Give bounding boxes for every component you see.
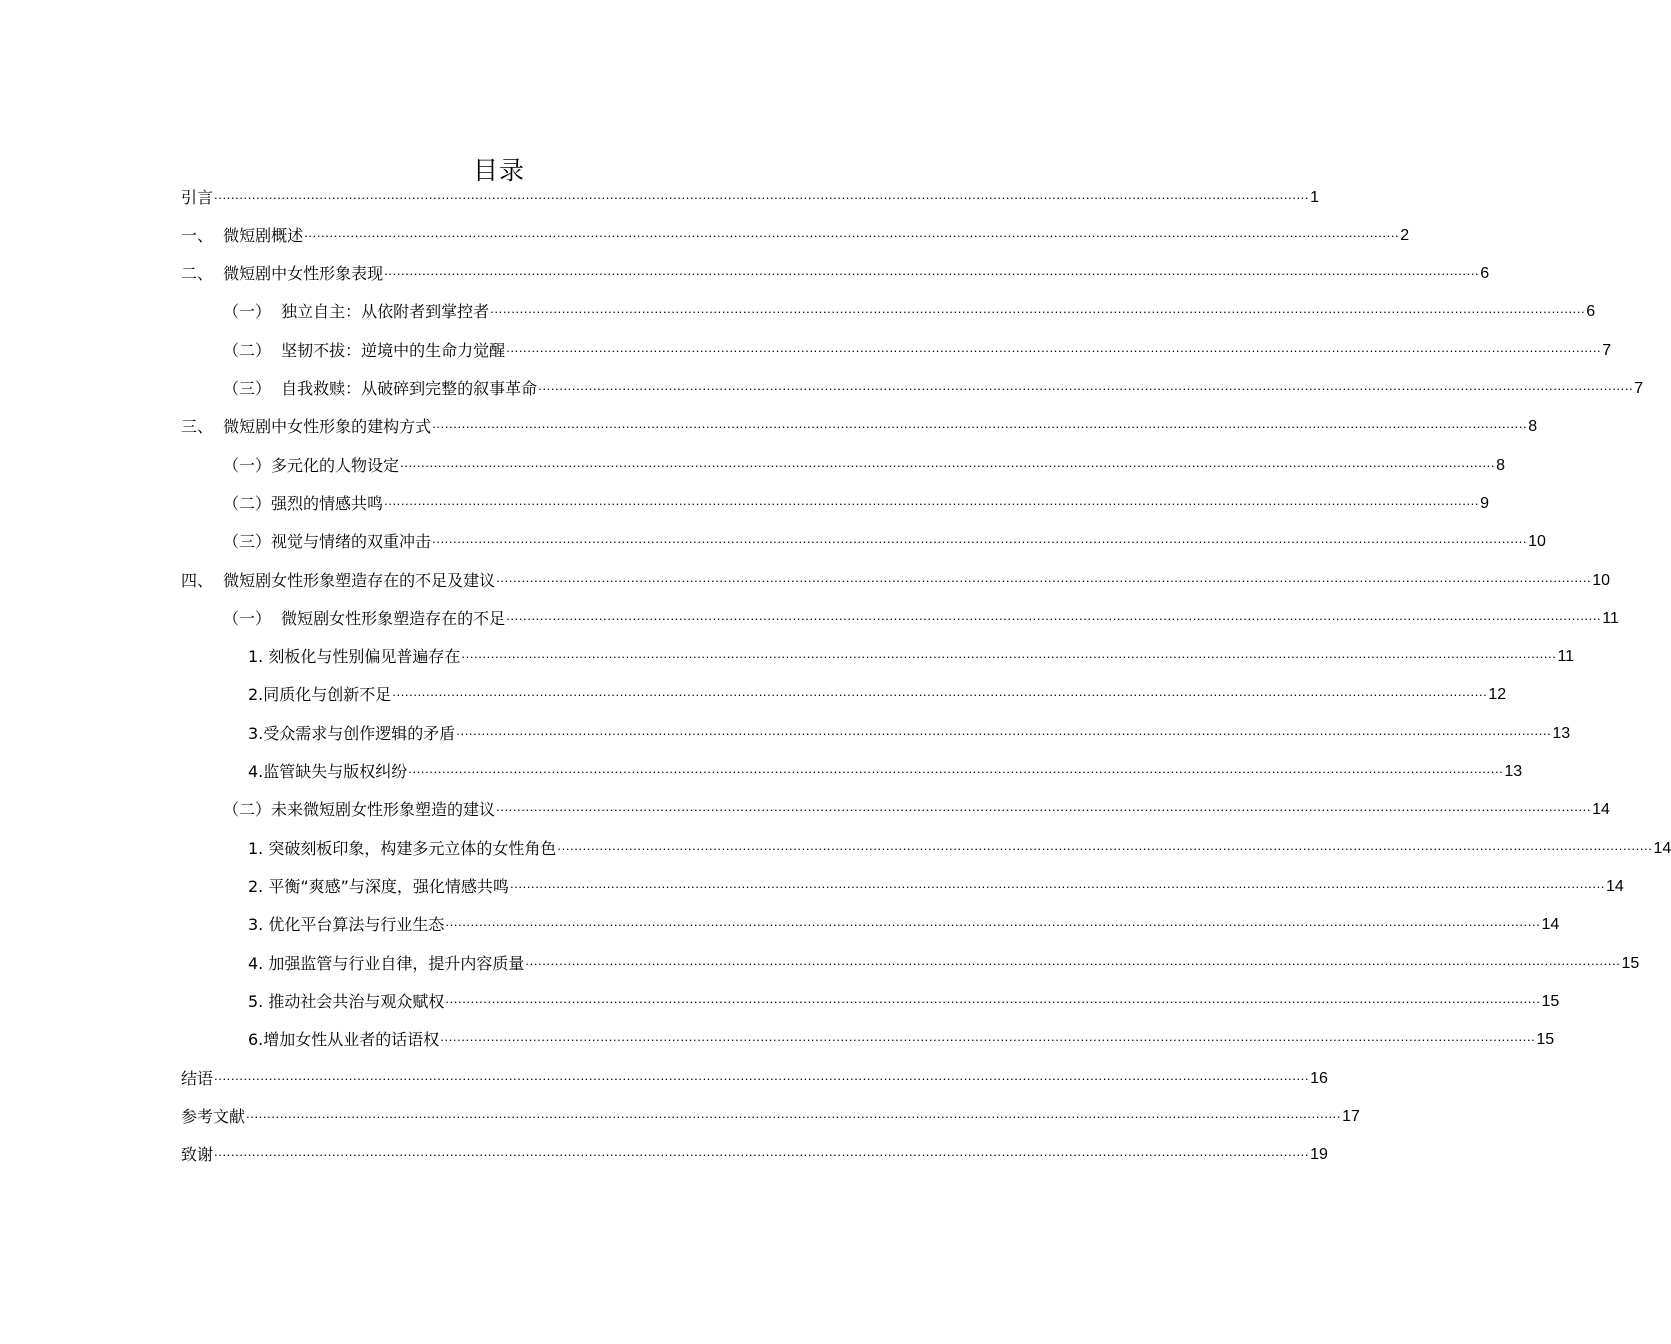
toc-leader-dots: .................................................................................................................................................................................................................................................................... [384, 493, 1480, 508]
toc-page-number: 14 [1592, 801, 1610, 818]
toc-leader-dots: .................................................................................................................................................................................................................................................................... [304, 225, 1400, 240]
toc-leader-dots: .................................................................................................................................................................................................................................................................... [525, 953, 1621, 968]
toc-entry-label: （二）未来微短剧女性形象塑造的建议 [223, 800, 496, 819]
toc-leader-dots: .................................................................................................................................................................................................................................................................... [214, 1068, 1310, 1083]
toc-entry-label: 2.同质化与创新不足 [248, 685, 392, 704]
toc-page-number: 14 [1541, 916, 1560, 933]
toc-leader-dots: .................................................................................................................................................................................................................................................................... [445, 991, 1541, 1006]
toc-entry[interactable] [223, 371, 1644, 399]
toc-page-number: 17 [1342, 1108, 1360, 1125]
toc-page-number: 11 [1557, 648, 1575, 665]
toc-leader-dots: .................................................................................................................................................................................................................................................................... [384, 263, 1480, 278]
toc-leader-dots: .................................................................................................................................................................................................................................................................... [496, 799, 1592, 814]
toc-entry[interactable] [248, 869, 1624, 897]
toc-leader-dots: .................................................................................................................................................................................................................................................................... [490, 301, 1586, 316]
toc-leader-dots: .................................................................................................................................................................................................................................................................... [432, 531, 1528, 546]
toc-entry[interactable] [181, 180, 1319, 208]
toc-page-number: 16 [1310, 1070, 1328, 1087]
toc-entry[interactable] [248, 677, 1507, 705]
toc-entry-label: 引言 [181, 188, 214, 207]
toc-entry-label: （三） 自我救赎：从破碎到完整的叙事革命 [223, 379, 538, 398]
toc-leader-dots: .................................................................................................................................................................................................................................................................... [461, 646, 1557, 661]
toc-entry-label: （一） 微短剧女性形象塑造存在的不足 [223, 609, 506, 628]
toc-leader-dots: .................................................................................................................................................................................................................................................................... [445, 914, 1541, 929]
toc-page-number: 12 [1488, 686, 1507, 703]
toc-entry[interactable] [223, 792, 1610, 820]
toc-entry[interactable] [181, 218, 1410, 246]
toc-entry[interactable] [223, 448, 1505, 476]
toc-entry[interactable] [248, 946, 1640, 974]
toc-entry[interactable] [181, 409, 1538, 437]
toc-page-number: 11 [1602, 610, 1619, 627]
toc-entry[interactable] [248, 1022, 1555, 1050]
toc-title: 目录 [472, 156, 525, 185]
toc-entry[interactable] [181, 563, 1611, 591]
toc-entry-label: 5. 推动社会共治与观众赋权 [248, 992, 445, 1011]
toc-entry[interactable] [248, 639, 1575, 667]
toc-entry-label: 参考文献 [181, 1107, 246, 1126]
toc-entry[interactable] [181, 1099, 1360, 1127]
toc-entry[interactable] [223, 601, 1619, 629]
toc-entry-label: 2. 平衡“爽感”与深度，强化情感共鸣 [248, 877, 509, 896]
toc-entry[interactable] [248, 907, 1560, 935]
toc-leader-dots: .................................................................................................................................................................................................................................................................... [392, 684, 1488, 699]
toc-entry-label: （二） 坚韧不拔：逆境中的生命力觉醒 [223, 341, 506, 360]
toc-entry[interactable] [248, 716, 1571, 744]
toc-leader-dots: .................................................................................................................................................................................................................................................................... [506, 608, 1602, 623]
toc-entry[interactable] [181, 1137, 1328, 1165]
toc-entry[interactable] [223, 294, 1596, 322]
toc-entry[interactable] [248, 984, 1560, 1012]
toc-leader-dots: .................................................................................................................................................................................................................................................................... [246, 1106, 1342, 1121]
toc-leader-dots: .................................................................................................................................................................................................................................................................... [440, 1029, 1536, 1044]
toc-page-number: 7 [1602, 342, 1612, 359]
toc-entry-label: 致谢 [181, 1145, 214, 1164]
toc-leader-dots: .................................................................................................................................................................................................................................................................... [509, 876, 1606, 891]
toc-entry-label: 6.增加女性从业者的话语权 [248, 1030, 440, 1049]
toc-entry[interactable] [248, 754, 1523, 782]
toc-entry-label: 4.监管缺失与版权纠纷 [248, 762, 408, 781]
toc-entry[interactable] [223, 486, 1489, 514]
toc-page-number: 10 [1592, 572, 1611, 589]
toc-entry-label: 3. 优化平台算法与行业生态 [248, 915, 445, 934]
toc-entry-label: （三）视觉与情绪的双重冲击 [223, 532, 432, 551]
toc-page-number: 7 [1634, 380, 1644, 397]
toc-leader-dots: .................................................................................................................................................................................................................................................................... [432, 416, 1528, 431]
toc-entry-label: 一、 微短剧概述 [181, 226, 304, 245]
toc-entry-label: （一）多元化的人物设定 [223, 456, 400, 475]
toc-page-number: 1 [1310, 189, 1319, 206]
toc-leader-dots: .................................................................................................................................................................................................................................................................... [496, 570, 1592, 585]
toc-entry[interactable] [223, 333, 1612, 361]
toc-leader-dots: .................................................................................................................................................................................................................................................................... [506, 340, 1602, 355]
toc-entry-label: 二、 微短剧中女性形象表现 [181, 264, 384, 283]
toc-entry[interactable] [181, 256, 1490, 284]
toc-page-number: 9 [1480, 495, 1489, 512]
toc-entry-label: 3.受众需求与创作逻辑的矛盾 [248, 724, 456, 743]
toc-entry-label: 4. 加强监管与行业自律，提升内容质量 [248, 954, 525, 973]
toc-leader-dots: .................................................................................................................................................................................................................................................................... [456, 723, 1552, 738]
toc-entry-label: 1. 突破刻板印象，构建多元立体的女性角色 [248, 839, 557, 858]
toc-page-number: 14 [1653, 840, 1671, 857]
toc-entry-label: （二）强烈的情感共鸣 [223, 494, 384, 513]
toc-page-number: 15 [1541, 993, 1560, 1010]
toc-leader-dots: .................................................................................................................................................................................................................................................................... [408, 761, 1504, 776]
toc-entry[interactable] [181, 1061, 1328, 1089]
toc-page-number: 6 [1480, 265, 1490, 282]
toc-entry-label: 1. 刻板化与性别偏见普遍存在 [248, 647, 461, 666]
toc-page-number: 8 [1528, 418, 1538, 435]
toc-leader-dots: .................................................................................................................................................................................................................................................................... [538, 378, 1634, 393]
toc-page-number: 19 [1310, 1146, 1328, 1163]
toc-entry-label: 四、 微短剧女性形象塑造存在的不足及建议 [181, 571, 496, 590]
toc-entry-label: （一） 独立自主：从依附者到掌控者 [223, 302, 490, 321]
toc-entry-label: 三、 微短剧中女性形象的建构方式 [181, 417, 432, 436]
toc-entry[interactable] [248, 831, 1671, 859]
toc-entry-label: 结语 [181, 1069, 214, 1088]
toc-page-number: 13 [1504, 763, 1523, 780]
toc-leader-dots: .................................................................................................................................................................................................................................................................... [214, 1144, 1310, 1159]
toc-page-number: 10 [1528, 533, 1546, 550]
toc-page-number: 13 [1552, 725, 1571, 742]
toc-page-number: 15 [1536, 1031, 1555, 1048]
toc-page-number: 6 [1586, 303, 1596, 320]
toc-page-number: 8 [1496, 457, 1505, 474]
toc-page-number: 14 [1606, 878, 1624, 895]
toc-page-number: 15 [1621, 955, 1640, 972]
toc-entry[interactable] [223, 524, 1546, 552]
toc-leader-dots: .................................................................................................................................................................................................................................................................... [400, 455, 1496, 470]
toc-leader-dots: .................................................................................................................................................................................................................................................................... [557, 838, 1653, 853]
toc-leader-dots: .................................................................................................................................................................................................................................................................... [214, 187, 1310, 202]
toc-page-number: 2 [1400, 227, 1410, 244]
